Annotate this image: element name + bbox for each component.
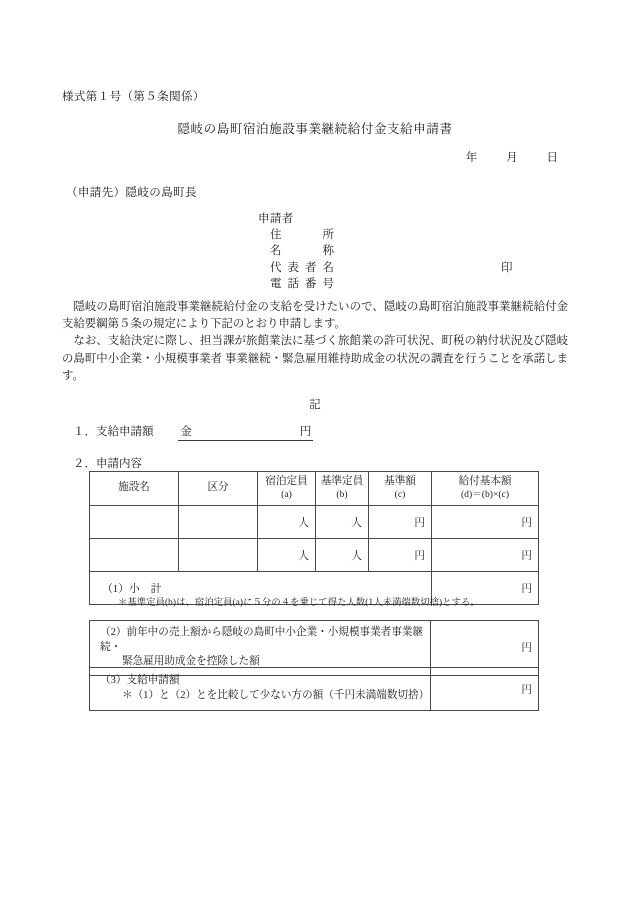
applicant-block [258,211,530,292]
ki-marker: 記 [309,399,321,411]
applicant-name-label: 名称 [270,245,334,258]
box-3-line-2: ＊（1）と（2）とを比較して少ない方の額（千円未満端数切捨） [122,690,430,701]
subtotal-value-cell[interactable]: 円 [432,572,539,605]
item-1-currency-prefix: 金 [180,426,192,438]
subtotal-label: （1）小 計 [90,572,432,605]
col-basic-benefit-sub: (d)＝(b)×(c) [460,488,510,500]
seal-icon: 印 [501,261,513,274]
cell-capacity[interactable]: 人 [258,506,316,539]
date-month-label: 月 [506,152,518,164]
body-paragraph-2: なお、支給決定に際し、担当課が旅館業法に基づく旅館業の許可状況、町税の納付状況及び隠岐の島町中小企業・小規模事業者 事業継続・緊急雇用維持助成金の状況の調査を行うことを承諾します。 [62,335,568,382]
col-standard-amount-sub: (c) [394,488,406,500]
applicant-representative-row [258,260,530,276]
col-facility-name-label: 施設名 [118,482,150,494]
page-title: 隠岐の島町宿泊施設事業継続給付金支給申請書 [177,122,453,136]
col-standard-capacity-sub: (b) [336,488,348,500]
cell-standard-capacity[interactable]: 人 [316,506,369,539]
table-row [90,539,539,572]
col-capacity-sub: (a) [281,488,292,500]
col-capacity [258,472,316,506]
body-paragraph-1: 隠岐の島町宿泊施設事業継続給付金の支給を受けたいので、隠岐の島町宿泊施設事業継続給付金支給要綱第５条の規定により下記のとおり申請します。 [62,301,568,331]
cell-category[interactable] [179,539,258,572]
cell-basic-benefit[interactable]: 円 [432,506,539,539]
table-header-row [90,472,539,506]
col-facility-name [90,472,179,506]
applicant-address-label: 住所 [270,229,334,242]
cell-standard-amount[interactable]: 円 [369,506,432,539]
box-2-value-cell[interactable]: 円 [431,621,539,676]
applicant-heading: 申請者 [258,213,294,225]
col-standard-amount-label: 基準額 [384,475,416,487]
col-basic-benefit [432,472,539,506]
cell-capacity[interactable]: 人 [258,539,316,572]
cell-standard-amount[interactable]: 円 [369,539,432,572]
item-2-label: ２．申請内容 [73,458,142,470]
item-1-amount-field[interactable] [178,423,313,441]
col-capacity-label: 宿泊定員 [265,475,308,487]
addressee: （申請先）隠岐の島町長 [66,187,197,199]
cell-facility-name[interactable] [90,506,179,539]
applicant-phone-label: 電話番号 [270,277,334,290]
applicant-phone-row [258,276,530,292]
cell-basic-benefit[interactable]: 円 [432,539,539,572]
item-1-currency-suffix: 円 [299,426,312,438]
col-standard-capacity [316,472,369,506]
application-details-table [89,471,539,605]
table-footnote: ＊基準定員(b)は、宿泊定員(a)に５分の４を乗じて得た人数(1人未満端数切捨)とする。 [118,598,480,608]
body-text [62,299,568,385]
applicant-name-row [258,243,530,259]
item-1-row [73,423,313,441]
col-basic-benefit-label: 給付基本額 [458,475,512,487]
box-3-application-amount [89,667,539,711]
col-category [179,472,258,506]
applicant-representative-label: 代表者名 [270,261,334,274]
date-year-label: 年 [465,152,478,164]
col-category-label: 区分 [207,482,229,494]
item-1-label: １．支給申請額 [73,426,154,438]
box-2-line-1: （2）前年中の売上額から隠岐の島町中小企業・小規模事業者事業継続・ [100,627,424,653]
cell-facility-name[interactable] [90,539,179,572]
cell-category[interactable] [179,506,258,539]
col-standard-amount [369,472,432,506]
date-line [0,149,558,165]
box-2-line-2: 緊急雇用助成金を控除した額 [122,656,260,668]
date-day-label: 日 [546,152,558,164]
box-3-line-1: （3）支給申請額 [100,675,180,687]
box-3-value-cell[interactable]: 円 [431,668,539,711]
box-3-row [90,668,539,711]
form-number: 様式第１号（第５条関係） [62,91,205,103]
applicant-address-row [258,227,530,243]
col-standard-capacity-label: 基準定員 [320,475,364,487]
cell-standard-capacity[interactable]: 人 [316,539,369,572]
box-3-description [90,668,431,711]
table-row [90,506,539,539]
